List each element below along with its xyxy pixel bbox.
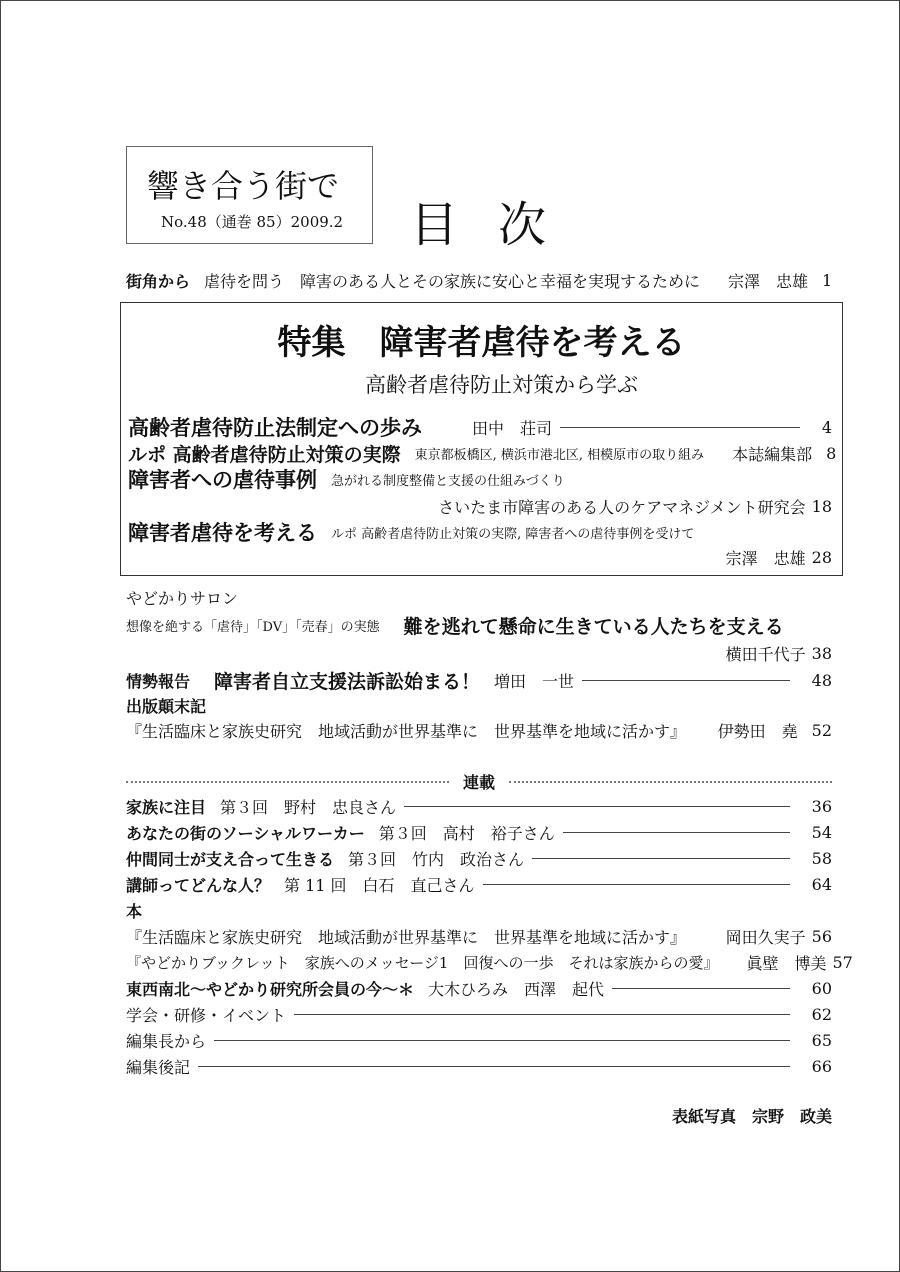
entry-author: 本誌編集部 — [732, 444, 813, 464]
entry-title: 虐待を問う 障害のある人とその家族に安心と幸福を実現するために — [204, 271, 701, 291]
entry-description: 想像を絶する「虐待」「DV」「売春」の実態 — [126, 619, 380, 635]
entry-title: 『生活臨床と家族史研究 地域活動が世界基準に 世界基準を地域に活かす』 — [126, 927, 687, 947]
toc-entry[interactable] — [126, 846, 832, 870]
entry-page: 18 — [811, 496, 832, 516]
toc-entry[interactable] — [126, 1054, 832, 1078]
entry-page: 8 — [826, 443, 837, 463]
entry-page: 65 — [811, 1030, 832, 1050]
entry-author: 大木ひろみ 西澤 起代 — [428, 979, 605, 999]
entry-title: 編集長から — [126, 1031, 207, 1051]
feature-subtitle: 高齢者虐待防止対策から学ぶ — [365, 373, 638, 397]
entry-title: 東西南北～やどかり研究所会員の今～＊ — [126, 979, 415, 999]
toc-entry-publishing[interactable] — [126, 718, 832, 742]
leader-line — [532, 858, 790, 859]
toc-entry[interactable] — [126, 1028, 832, 1052]
entry-title: 障害者自立支援法訴訟始まる！ — [214, 670, 481, 693]
entry-description: 東京都板橋区, 横浜市港北区, 相模原市の取り組み — [414, 447, 705, 463]
leader-line — [582, 680, 790, 681]
leader-line — [294, 1014, 790, 1015]
entry-page: 52 — [811, 720, 832, 740]
section-label: 本 — [126, 901, 143, 921]
feature-entry[interactable] — [128, 467, 832, 491]
section-label-publishing — [126, 693, 832, 717]
entry-page: 57 — [832, 952, 853, 972]
feature-entry[interactable] — [128, 520, 832, 544]
entry-author: 増田 一世 — [494, 671, 575, 691]
feature-entry-author-line — [128, 545, 832, 569]
section-label-salon — [126, 585, 832, 609]
entry-author: 横田千代子 — [725, 644, 806, 664]
leader-line — [214, 1040, 790, 1041]
entry-title: 学会・研修・イベント — [126, 1005, 287, 1025]
section-label: 情勢報告 — [126, 671, 191, 691]
toc-entry-book[interactable] — [126, 950, 853, 974]
toc-entry[interactable] — [126, 1002, 832, 1026]
entry-author: さいたま市障害のある人のケアマネジメント研究会 — [438, 497, 806, 517]
feature-entry-author-line — [128, 494, 832, 518]
cover-photo-credit — [126, 1103, 832, 1127]
entry-page: 36 — [811, 796, 832, 816]
leader-line — [563, 832, 790, 833]
leader-line — [483, 884, 790, 885]
entry-page: 4 — [821, 417, 832, 437]
entry-page: 38 — [811, 643, 832, 663]
entry-title: 障害者虐待を考える — [128, 521, 317, 545]
toc-entry[interactable] — [126, 976, 832, 1000]
leader-line — [198, 1066, 790, 1067]
entry-title: 障害者への虐待事例 — [128, 468, 317, 492]
section-label: やどかりサロン — [126, 588, 239, 608]
entry-title: 『やどかりブックレット 家族へのメッセージ1 回復への一歩 それは家族からの愛』 — [126, 953, 719, 972]
entry-title: 講師ってどんな人？ — [126, 875, 271, 895]
section-label: 出版顛末記 — [126, 696, 207, 716]
entry-title: 家族に注目 — [126, 797, 207, 817]
entry-title: 高齢者虐待防止法制定への歩み — [128, 416, 422, 440]
serial-label: 連載 — [463, 773, 496, 792]
entry-detail: 第３回 野村 忠良さん — [220, 797, 397, 817]
entry-author: 田中 荘司 — [472, 418, 553, 438]
toc-entry[interactable] — [126, 794, 832, 818]
feature-entry[interactable] — [128, 441, 837, 466]
feature-title: 特集 障害者虐待を考える — [277, 323, 686, 363]
entry-page: 48 — [811, 670, 832, 690]
cover-photo-text: 表紙写真 宗野 政美 — [671, 1106, 832, 1126]
entry-page: 54 — [811, 822, 832, 842]
toc-entry-salon-author — [126, 641, 832, 665]
entry-detail: 第３回 竹内 政治さん — [348, 849, 525, 869]
entry-title: 仲間同士が支え合って生きる — [126, 849, 335, 869]
leader-line — [612, 988, 790, 989]
entry-description: 急がれる制度整備と支援の仕組みづくり — [331, 473, 565, 489]
entry-title: あなたの街のソーシャルワーカー — [126, 823, 365, 843]
entry-title: ルポ 高齢者虐待防止対策の実際 — [128, 443, 401, 466]
magazine-title: 響き合う街で — [147, 167, 340, 205]
entry-page: 62 — [811, 1004, 832, 1024]
entry-page: 60 — [811, 978, 832, 998]
entry-author: 伊勢田 堯 — [717, 721, 798, 741]
section-label: 街角から — [126, 271, 191, 291]
serial-divider — [126, 770, 832, 793]
entry-page: 66 — [811, 1056, 832, 1076]
leader-line — [560, 427, 800, 428]
entry-title: 『生活臨床と家族史研究 地域活動が世界基準に 世界基準を地域に活かす』 — [126, 721, 687, 741]
toc-entry-book[interactable] — [126, 924, 832, 948]
entry-page: 64 — [811, 874, 832, 894]
leader-line — [404, 806, 790, 807]
entry-page: 58 — [811, 848, 832, 868]
entry-page: 1 — [822, 270, 833, 290]
entry-page: 28 — [811, 547, 832, 567]
toc-entry-salon[interactable] — [126, 613, 832, 637]
toc-entry[interactable] — [126, 820, 832, 844]
entry-author: 宗澤 忠雄 — [728, 271, 809, 291]
toc-heading: 目次 — [410, 197, 587, 253]
section-label-books — [126, 898, 832, 922]
magazine-title-box — [126, 146, 373, 244]
entry-detail: 第３回 高村 裕子さん — [378, 823, 555, 843]
entry-title: 難を逃れて懸命に生きている人たちを支える — [403, 615, 784, 638]
entry-author: 眞壁 博美 — [746, 953, 827, 973]
toc-entry-machikado[interactable] — [126, 268, 832, 292]
entry-title: 編集後記 — [126, 1057, 191, 1077]
toc-entry-report[interactable] — [126, 668, 832, 692]
toc-entry[interactable] — [126, 872, 832, 896]
entry-detail: 第 11 回 白石 直己さん — [284, 875, 475, 895]
entry-description: ルポ 高齢者虐待防止対策の実際, 障害者への虐待事例を受けて — [331, 526, 695, 542]
entry-author: 宗澤 忠雄 — [725, 548, 806, 568]
entry-page: 56 — [811, 926, 832, 946]
feature-entry[interactable] — [128, 415, 832, 439]
issue-number: No.48（通巻 85）2009.2 — [161, 213, 344, 231]
entry-author: 岡田久実子 — [725, 927, 806, 947]
